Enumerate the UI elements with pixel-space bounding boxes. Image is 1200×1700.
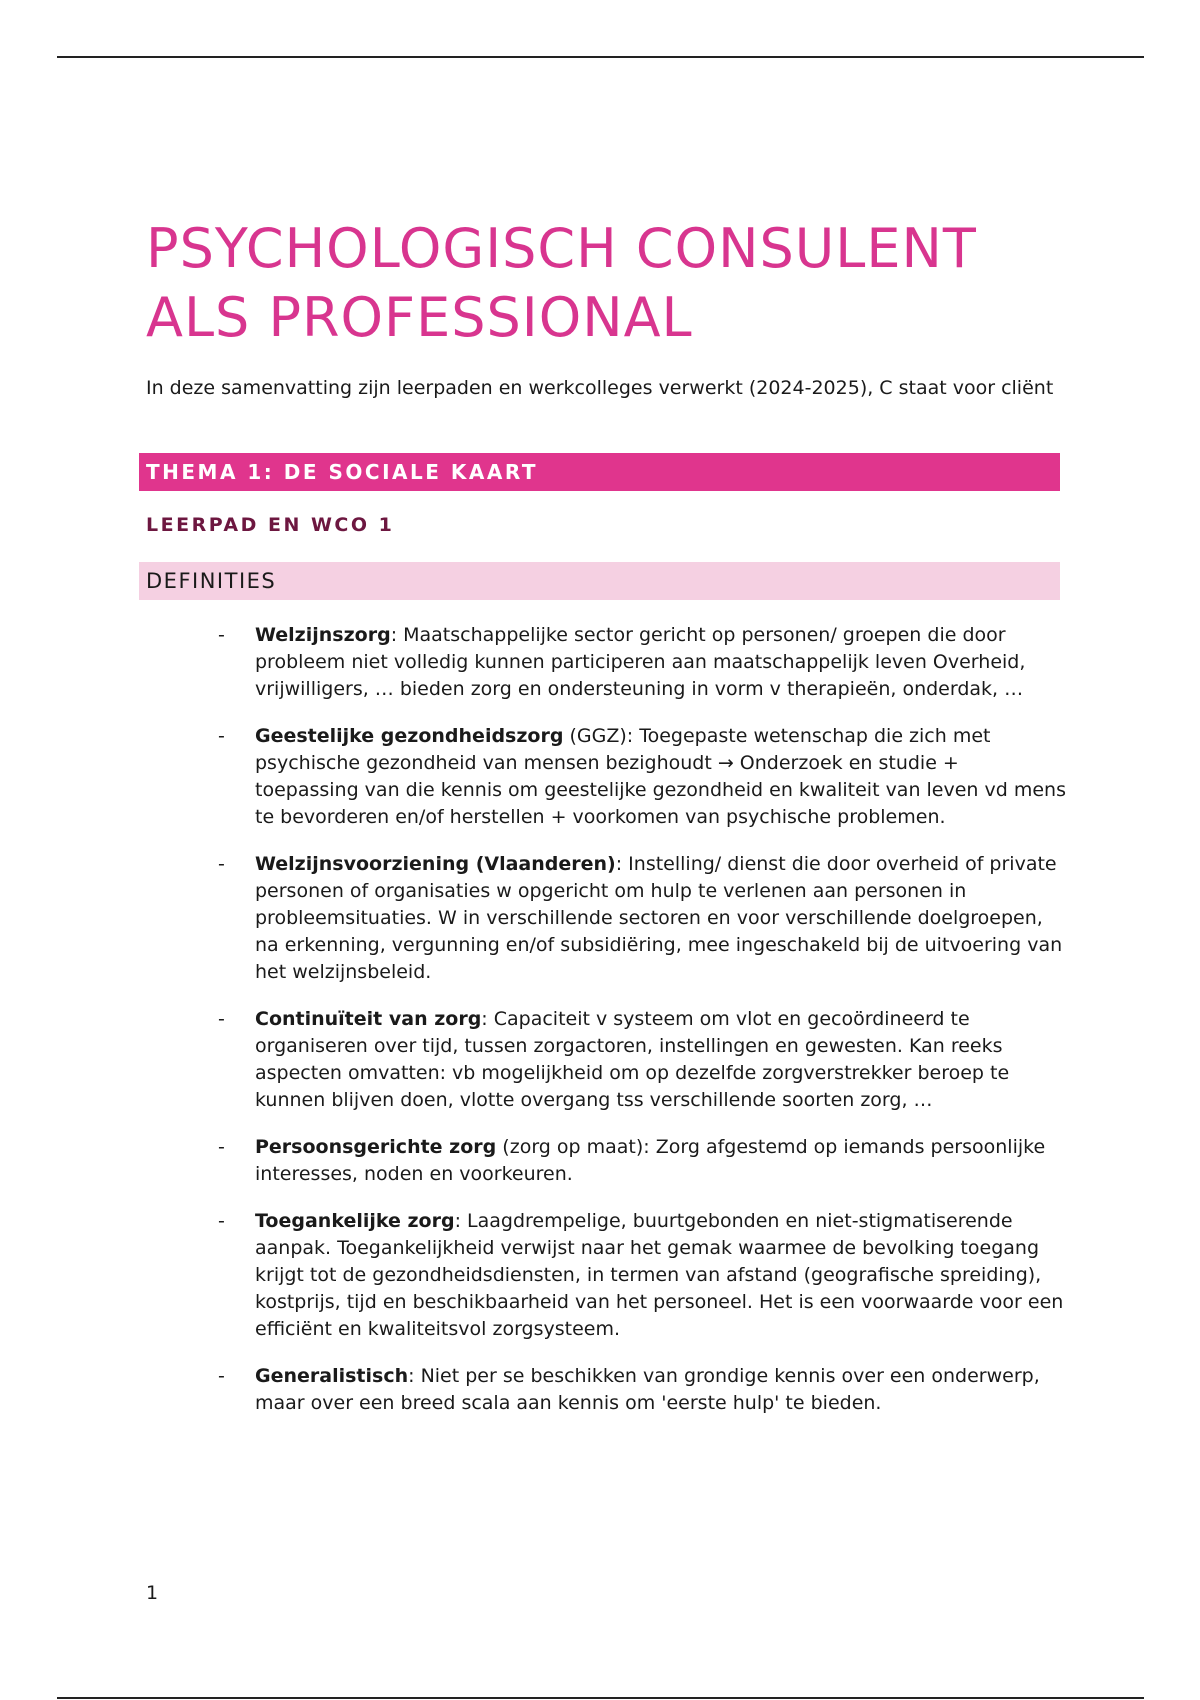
definition-item: [218, 851, 1068, 986]
title-line-1: PSYCHOLOGISCH CONSULENT: [146, 217, 977, 280]
theme-heading-bar: [139, 453, 1060, 491]
definition-text: : Maatschappelijke sector gericht op personen/ groepen die door probleem niet volledig kunnen participeren aan maatschappelijk leven Overheid, vrijwilligers, … bieden zorg en ondersteuning in vorm v therapieën, onderdak, …: [255, 624, 1026, 700]
intro-text: In deze samenvatting zijn leerpaden en werkcolleges verwerkt (2024-2025), C staat voor cliënt: [146, 377, 1054, 399]
section-heading: DEFINITIES: [146, 569, 277, 593]
definition-item: [218, 1006, 1068, 1114]
title-line-2: ALS PROFESSIONAL: [146, 286, 693, 349]
definition-item: [218, 1363, 1068, 1417]
subheading: LEERPAD EN WCO 1: [146, 514, 395, 536]
definition-term: Generalistisch: [255, 1365, 409, 1387]
definition-qualifier: (zorg op maat): [496, 1136, 644, 1158]
definition-term: Persoonsgerichte zorg: [255, 1136, 497, 1158]
header-rule: [57, 56, 1144, 58]
definition-text: : Laagdrempelige, buurtgebonden en niet-stigmatiserende aanpak. Toegankelijkheid verwijst naar het gemak waarmee de bevolking toegang krijgt tot de gezondheidsdiensten, in termen van afstand (geografische spreiding), kostprijs, tijd en beschikbaarheid van het personeel. Het is een voorwaarde voor een efficiënt en kwaliteitsvol zorgsysteem.: [255, 1210, 1064, 1340]
bullet-dash: -: [218, 1365, 225, 1387]
bullet-dash: -: [218, 725, 225, 747]
definition-text: : Capaciteit v systeem om vlot en gecoördineerd te organiseren over tijd, tussen zorgactoren, instellingen en gewesten. Kan reeks aspecten omvatten: vb mogelijkheid om op dezelfde zorgverstrekker beroep te kunnen blijven doen, vlotte overgang tss verschillende soorten zorg, …: [255, 1008, 1010, 1111]
definition-item: [218, 1134, 1068, 1188]
definition-item: [218, 723, 1068, 831]
definition-term: Continuïteit van zorg: [255, 1008, 482, 1030]
definition-text: : Niet per se beschikken van grondige kennis over een onderwerp, maar over een breed scala aan kennis om 'eerste hulp' te bieden.: [255, 1365, 1040, 1414]
bullet-dash: -: [218, 1210, 225, 1232]
bullet-dash: -: [218, 624, 225, 646]
bullet-dash: -: [218, 853, 225, 875]
definition-term: Toegankelijke zorg: [255, 1210, 455, 1232]
theme-heading: THEMA 1: DE SOCIALE KAART: [146, 460, 538, 484]
definition-term: Welzijnsvoorziening (Vlaanderen): [255, 853, 616, 875]
section-heading-bar: [139, 562, 1060, 600]
definition-term: Welzijnszorg: [255, 624, 391, 646]
definition-list: [218, 622, 1068, 1437]
document-title: [146, 214, 977, 352]
definition-term: Geestelijke gezondheidszorg: [255, 725, 564, 747]
definition-text: : Zorg afgestemd op iemands persoonlijke interesses, noden en voorkeuren.: [255, 1136, 1046, 1185]
definition-text: : Toegepaste wetenschap die zich met psychische gezondheid van mensen bezighoudt → Onderzoek en studie + toepassing van die kennis om geestelijke gezondheid en kwaliteit van leven vd mens te bevorderen en/of herstellen + voorkomen van psychische problemen.: [255, 725, 1066, 828]
definition-text: : Instelling/ dienst die door overheid of private personen of organisaties w opgericht om hulp te verlenen aan personen in probleemsituaties. W in verschillende sectoren en voor verschillende doelgroepen, na erkenning, vergunning en/of subsidiëring, mee ingeschakeld bij de uitvoering van het welzijnsbeleid.: [255, 853, 1063, 983]
bullet-dash: -: [218, 1136, 225, 1158]
footer-rule: [57, 1697, 1144, 1699]
definition-item: [218, 1208, 1068, 1343]
definition-qualifier: (GGZ): [563, 725, 627, 747]
bullet-dash: -: [218, 1008, 225, 1030]
definition-item: [218, 622, 1068, 703]
page-number: 1: [146, 1582, 159, 1604]
